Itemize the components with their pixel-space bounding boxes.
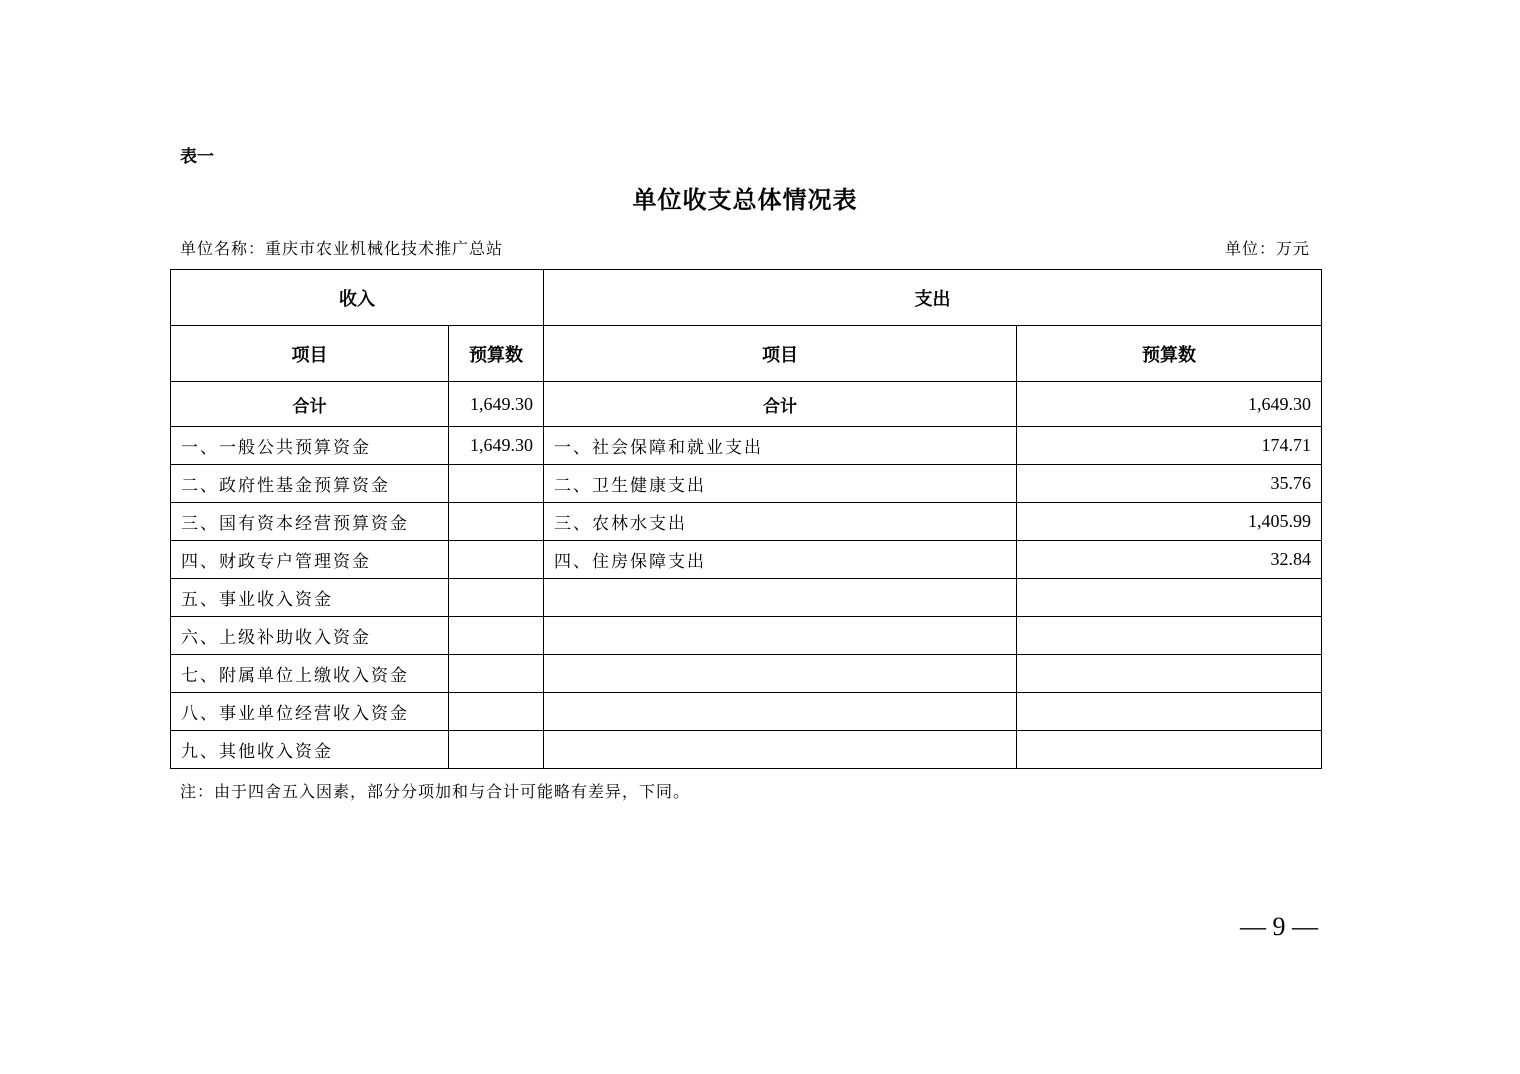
- income-value-cell: [449, 693, 544, 731]
- income-total-value: 1,649.30: [449, 382, 544, 427]
- income-value-cell: [449, 541, 544, 579]
- income-item-cell: 四、财政专户管理资金: [171, 541, 449, 579]
- income-value-cell: 1,649.30: [449, 427, 544, 465]
- income-item-cell: 七、附属单位上缴收入资金: [171, 655, 449, 693]
- section-header-row: [171, 270, 1322, 326]
- footnote: 注：由于四舍五入因素，部分分项加和与合计可能略有差异，下同。: [180, 782, 691, 801]
- table-label: 表一: [180, 147, 214, 167]
- expense-header: 支出: [544, 270, 1322, 326]
- currency-unit: 单位：万元: [1224, 239, 1310, 258]
- income-item-cell: 一、一般公共预算资金: [171, 427, 449, 465]
- column-header-row: [171, 326, 1322, 382]
- expense-item-cell: [544, 617, 1017, 655]
- expense-value-cell: [1017, 731, 1322, 769]
- table-row: [171, 731, 1322, 769]
- expense-total-label: 合计: [544, 382, 1017, 427]
- expense-item-cell: 一、社会保障和就业支出: [544, 427, 1017, 465]
- expense-item-cell: 四、住房保障支出: [544, 541, 1017, 579]
- income-header: 收入: [171, 270, 544, 326]
- expense-value-cell: 174.71: [1017, 427, 1322, 465]
- expense-value-cell: [1017, 579, 1322, 617]
- income-item-header: 项目: [171, 326, 449, 382]
- income-budget-header: 预算数: [449, 326, 544, 382]
- table-row: [171, 617, 1322, 655]
- income-value-cell: [449, 503, 544, 541]
- page-title: 单位收支总体情况表: [632, 186, 858, 214]
- expense-total-value: 1,649.30: [1017, 382, 1322, 427]
- table-row: [171, 579, 1322, 617]
- total-row: [171, 382, 1322, 427]
- page-number: — 9 —: [1240, 912, 1318, 941]
- expense-value-cell: [1017, 655, 1322, 693]
- income-value-cell: [449, 731, 544, 769]
- table-row: [171, 655, 1322, 693]
- income-item-cell: 二、政府性基金预算资金: [171, 465, 449, 503]
- expense-item-header: 项目: [544, 326, 1017, 382]
- unit-name: 单位名称：重庆市农业机械化技术推广总站: [180, 239, 504, 258]
- expense-value-cell: 1,405.99: [1017, 503, 1322, 541]
- expense-value-cell: 32.84: [1017, 541, 1322, 579]
- table-row: [171, 503, 1322, 541]
- income-value-cell: [449, 579, 544, 617]
- income-value-cell: [449, 655, 544, 693]
- income-item-cell: 九、其他收入资金: [171, 731, 449, 769]
- table-row: [171, 693, 1322, 731]
- income-total-label: 合计: [171, 382, 449, 427]
- expense-item-cell: [544, 579, 1017, 617]
- expense-value-cell: [1017, 617, 1322, 655]
- expense-item-cell: 三、农林水支出: [544, 503, 1017, 541]
- table-row: [171, 541, 1322, 579]
- income-value-cell: [449, 617, 544, 655]
- table-row: [171, 465, 1322, 503]
- expense-item-cell: [544, 655, 1017, 693]
- expense-budget-header: 预算数: [1017, 326, 1322, 382]
- table-row: [171, 427, 1322, 465]
- budget-table: [170, 269, 1322, 769]
- income-item-cell: 八、事业单位经营收入资金: [171, 693, 449, 731]
- income-value-cell: [449, 465, 544, 503]
- income-item-cell: 三、国有资本经营预算资金: [171, 503, 449, 541]
- expense-value-cell: 35.76: [1017, 465, 1322, 503]
- expense-item-cell: [544, 731, 1017, 769]
- income-item-cell: 六、上级补助收入资金: [171, 617, 449, 655]
- expense-value-cell: [1017, 693, 1322, 731]
- expense-item-cell: [544, 693, 1017, 731]
- income-item-cell: 五、事业收入资金: [171, 579, 449, 617]
- expense-item-cell: 二、卫生健康支出: [544, 465, 1017, 503]
